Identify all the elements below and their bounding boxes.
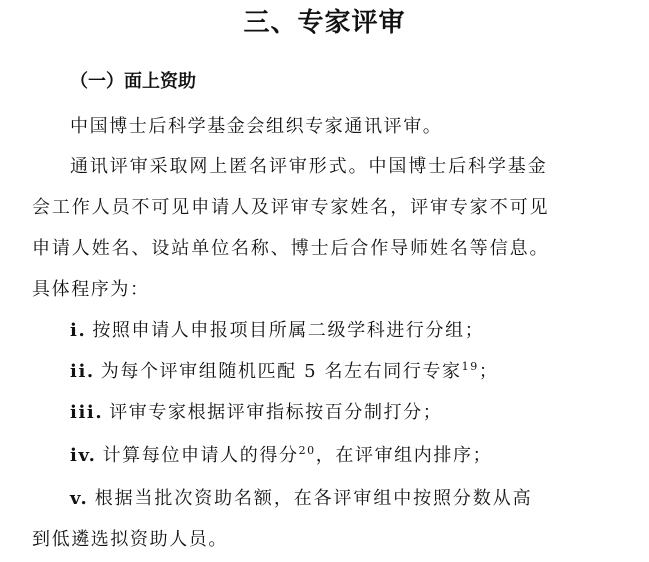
procedure-item-2 <box>70 359 498 385</box>
item-text: 按照申请人申报项目所属二级学科进行分组； <box>92 320 485 341</box>
procedure-item-5-continuation: 到低遴选拟资助人员。 <box>32 529 228 550</box>
paragraph-2-line-1: 通讯评审采取网上匿名评审形式。中国博士后科学基金 <box>70 156 548 177</box>
section-title: 三、专家评审 <box>243 8 406 38</box>
footnote-marker: 20 <box>298 444 316 457</box>
paragraph-1: 中国博士后科学基金会组织专家通讯评审。 <box>70 116 443 137</box>
procedure-item-1 <box>70 318 484 344</box>
subsection-heading: （一）面上资助 <box>70 71 196 92</box>
paragraph-2-line-3: 申请人姓名、设站单位名称、博士后合作导师姓名等信息。 <box>32 238 550 259</box>
item-text-after: ，在评审组内排序； <box>315 445 493 466</box>
item-text: 评审专家根据评审指标按百分制打分； <box>109 402 443 423</box>
paragraph-2-line-4: 具体程序为： <box>32 279 150 300</box>
item-marker: iv. <box>70 445 97 466</box>
procedure-item-3 <box>70 400 442 426</box>
item-text-after: ； <box>478 361 499 382</box>
footnote-marker: 19 <box>461 360 479 373</box>
item-text: 根据当批次资助名额，在各评审组中按照分数从高 <box>94 488 533 509</box>
procedure-item-4 <box>70 443 492 469</box>
paragraph-2-line-2: 会工作人员不可见申请人及评审专家姓名，评审专家不可见 <box>32 197 550 218</box>
item-marker: ii. <box>70 361 95 382</box>
item-marker: iii. <box>70 402 104 423</box>
item-marker: v. <box>70 488 89 509</box>
item-marker: i. <box>70 320 87 341</box>
item-text: 为每个评审组随机匹配 5 名左右同行专家 <box>100 361 462 382</box>
item-text: 计算每位申请人的得分 <box>102 445 299 466</box>
procedure-item-5 <box>70 486 533 512</box>
